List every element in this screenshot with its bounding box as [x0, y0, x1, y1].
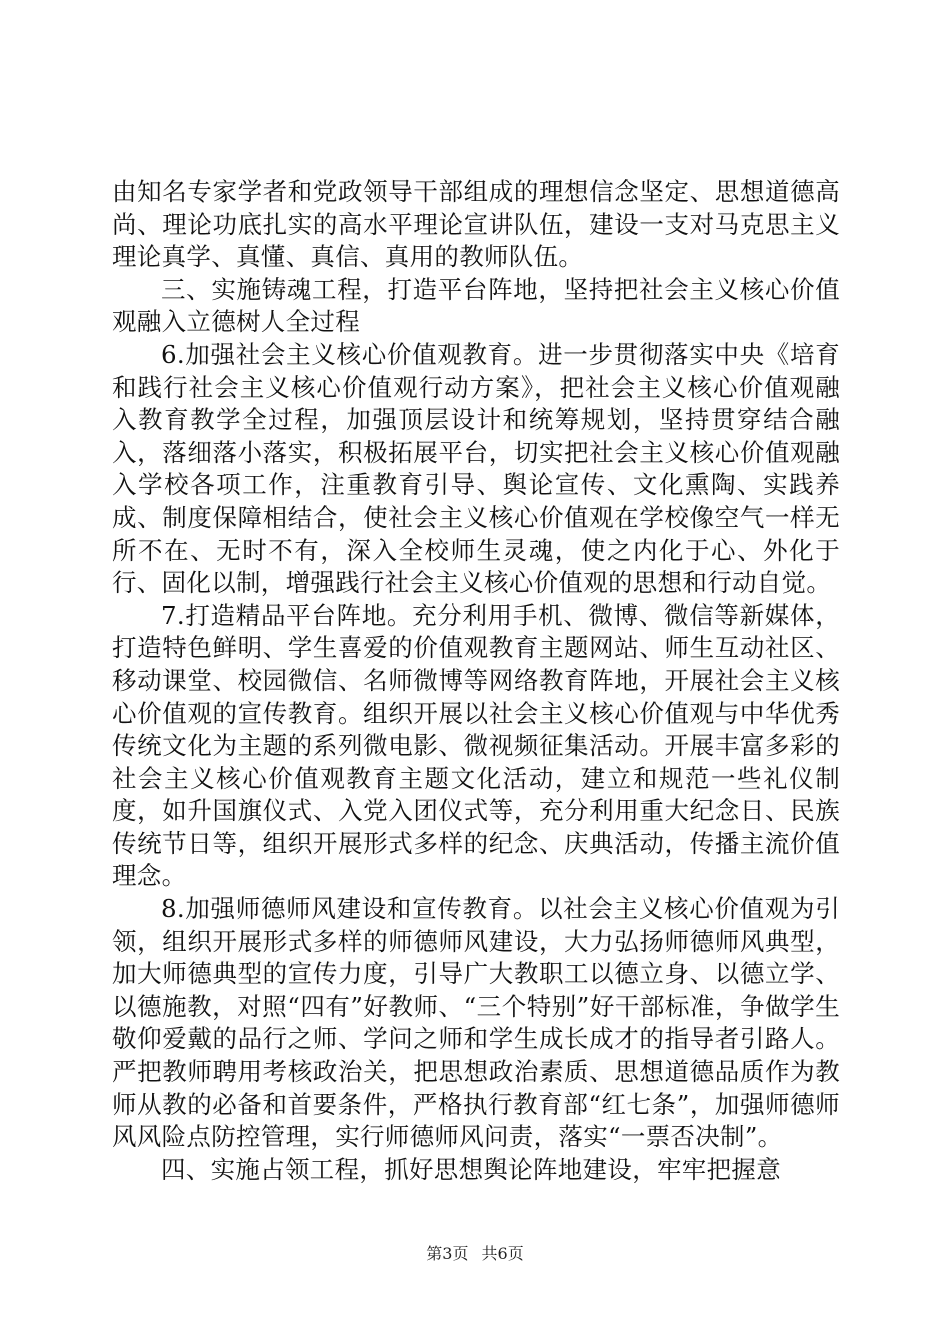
heading-section-four: 四、实施占领工程，抓好思想舆论阵地建设，牢牢把握意 [161, 1154, 781, 1184]
paragraph-item-8: 8.加强师德师风建设和宣传教育。以社会主义核心价值观为引领，组织开展形式多样的师德师风建设，大力弘扬师德师风典型，加大师德典型的宣传力度，引导广大教职工以德立身、以德立学、以德施教，对照“四有”好教师、“三个特别”好干部标准，争做学生敬仰爱戴的品行之师、学问之师和学生成长成才的指导者引路人。严把教师聘用考核政治关，把思想政治素质、思想道德品质作为教师从教的必备和首要条件，严格执行教育部“红七条”，加强师德师风风险点防控管理，实行师德师风问责，落实“一票否决制”。 [112, 894, 840, 1152]
heading-section-three: 三、实施铸魂工程，打造平台阵地，坚持把社会主义核心价值观融入立德树人全过程 [112, 274, 840, 337]
document-body [112, 176, 840, 1186]
paragraph-continuation: 由知名专家学者和党政领导干部组成的理想信念坚定、思想道德高尚、理论功底扎实的高水平理论宣讲队伍，建设一支对马克思主义理论真学、真懂、真信、真用的教师队伍。 [112, 177, 840, 272]
paragraph-item-7: 7.打造精品平台阵地。充分利用手机、微博、微信等新媒体，打造特色鲜明、学生喜爱的价值观教育主题网站、师生互动社区、移动课堂、校园微信、名师微博等网络教育阵地，开展社会主义核心价值观的宣传教育。组织开展以社会主义核心价值观与中华优秀传统文化为主题的系列微电影、微视频征集活动。开展丰富多彩的社会主义核心价值观教育主题文化活动，建立和规范一些礼仪制度，如升国旗仪式、入党入团仪式等，充分利用重大纪念日、民族传统节日等，组织开展形式多样的纪念、庆典活动，传播主流价值理念。 [112, 600, 840, 891]
paragraph-item-6: 6.加强社会主义核心价值观教育。进一步贯彻落实中央《培育和践行社会主义核心价值观行动方案》，把社会主义核心价值观融入教育教学全过程，加强顶层设计和统筹规划，坚持贯穿结合融入，落细落小落实，积极拓展平台，切实把社会主义核心价值观融入学校各项工作，注重教育引导、舆论宣传、文化熏陶、实践养成、制度保障相结合，使社会主义核心价值观在学校像空气一样无所不在、无时不有，深入全校师生灵魂，使之内化于心、外化于行、固化以制，增强践行社会主义核心价值观的思想和行动自觉。 [112, 339, 840, 598]
page-number: 第3页 [426, 1244, 469, 1263]
page-total: 共6页 [481, 1244, 524, 1263]
page-footer [0, 1244, 950, 1264]
